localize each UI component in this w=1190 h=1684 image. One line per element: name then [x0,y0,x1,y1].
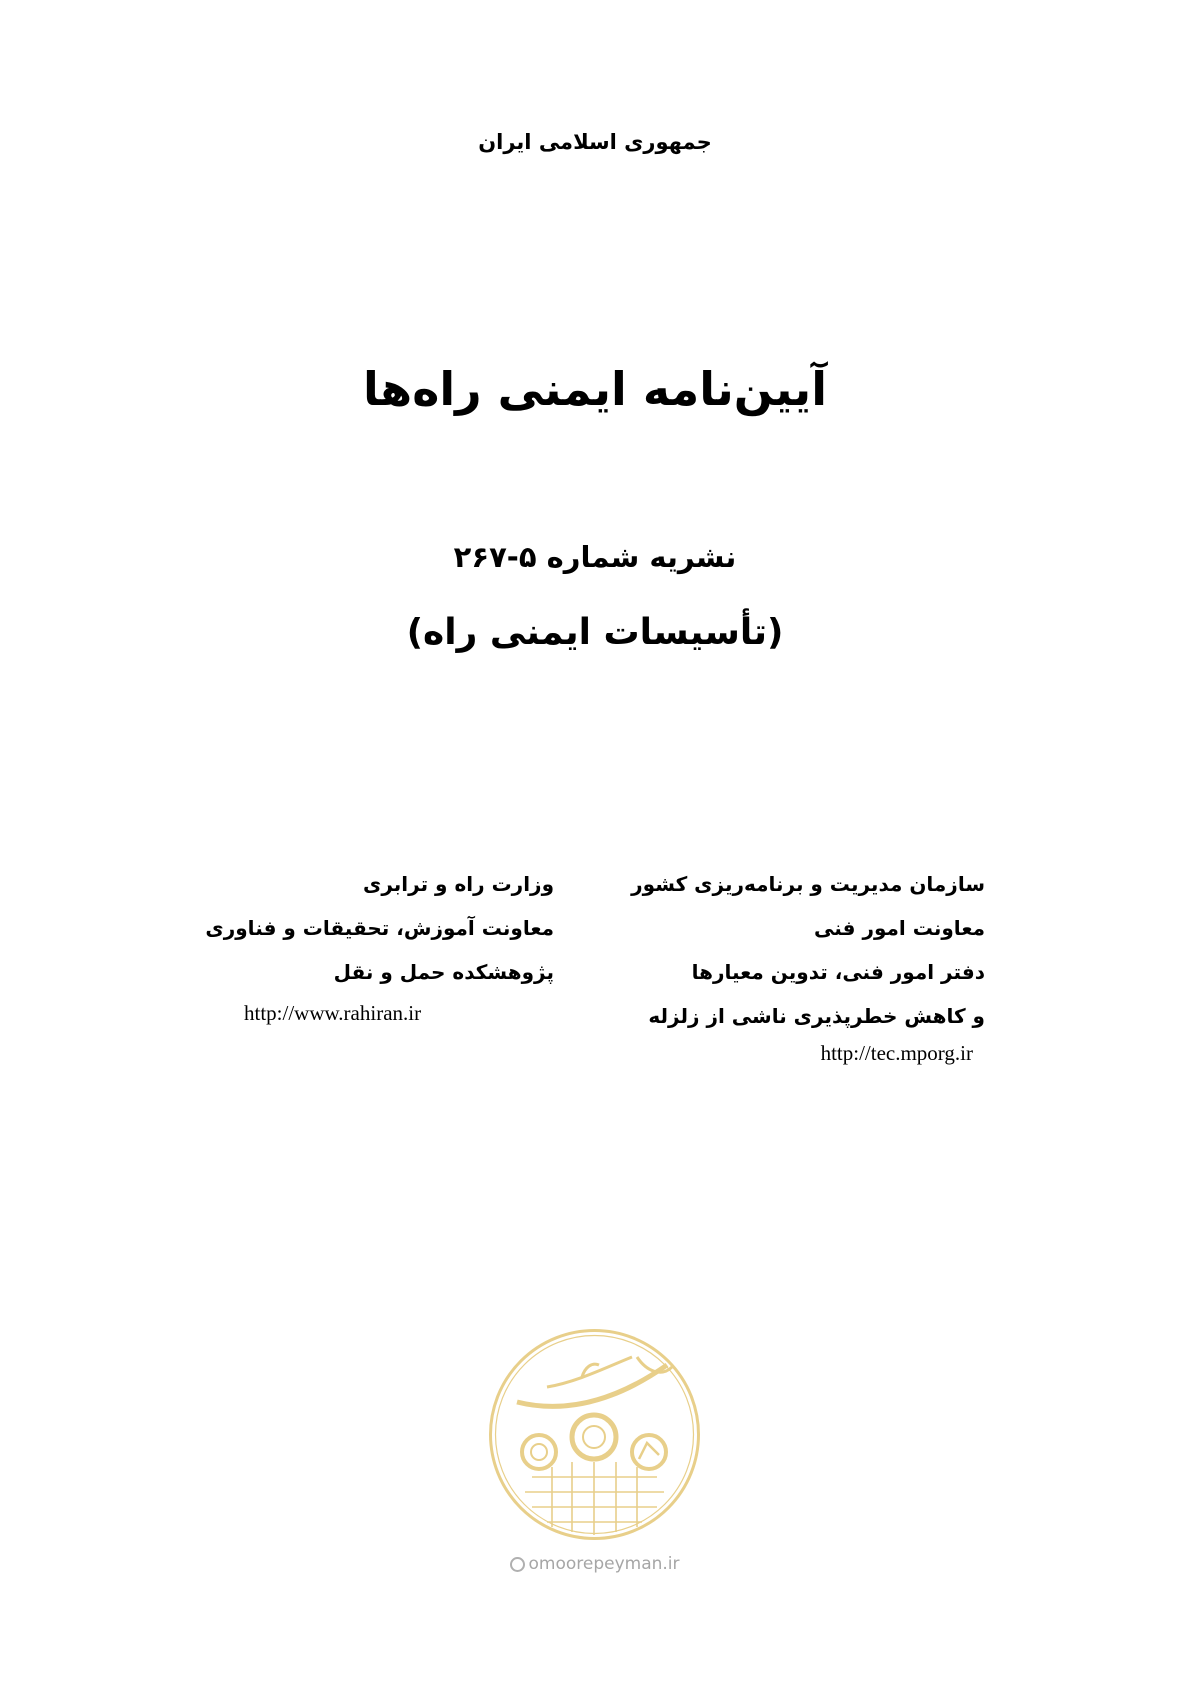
watermark-seal-logo [487,1327,702,1542]
watermark-site [0,1554,1190,1574]
publisher-left-block [205,862,554,1030]
publisher-left-line-3: پژوهشکده حمل و نقل [333,960,554,984]
publisher-right-url[interactable]: http://tec.mporg.ir [820,1041,973,1065]
publisher-right-block [605,862,985,1068]
publisher-left-line-2: معاونت آموزش، تحقیقات و فناوری [205,916,554,940]
at-icon [510,1557,525,1572]
publisher-right-line-2: معاونت امور فنی [813,916,985,940]
watermark-site-label: omoorepeyman.ir [528,1554,680,1574]
document-subtitle: (تأسیسات ایمنی راه) [406,612,784,653]
publisher-right-line-3: دفتر امور فنی، تدوین معیارها [691,960,985,984]
publication-number: نشریه شماره ۵-۲۶۷ [453,540,737,574]
publisher-right-line-1: سازمان مدیریت و برنامه‌ریزی کشور [631,872,985,896]
publisher-left-url[interactable]: http://www.rahiran.ir [244,1001,422,1025]
publisher-right-line-4: و کاهش خطرپذیری ناشی از زلزله [648,1004,985,1028]
publisher-left-line-1: وزارت راه و ترابری [363,872,554,896]
country-name: جمهوری اسلامی ایران [478,130,712,154]
document-title: آیین‌نامه ایمنی راه‌ها [363,362,827,416]
